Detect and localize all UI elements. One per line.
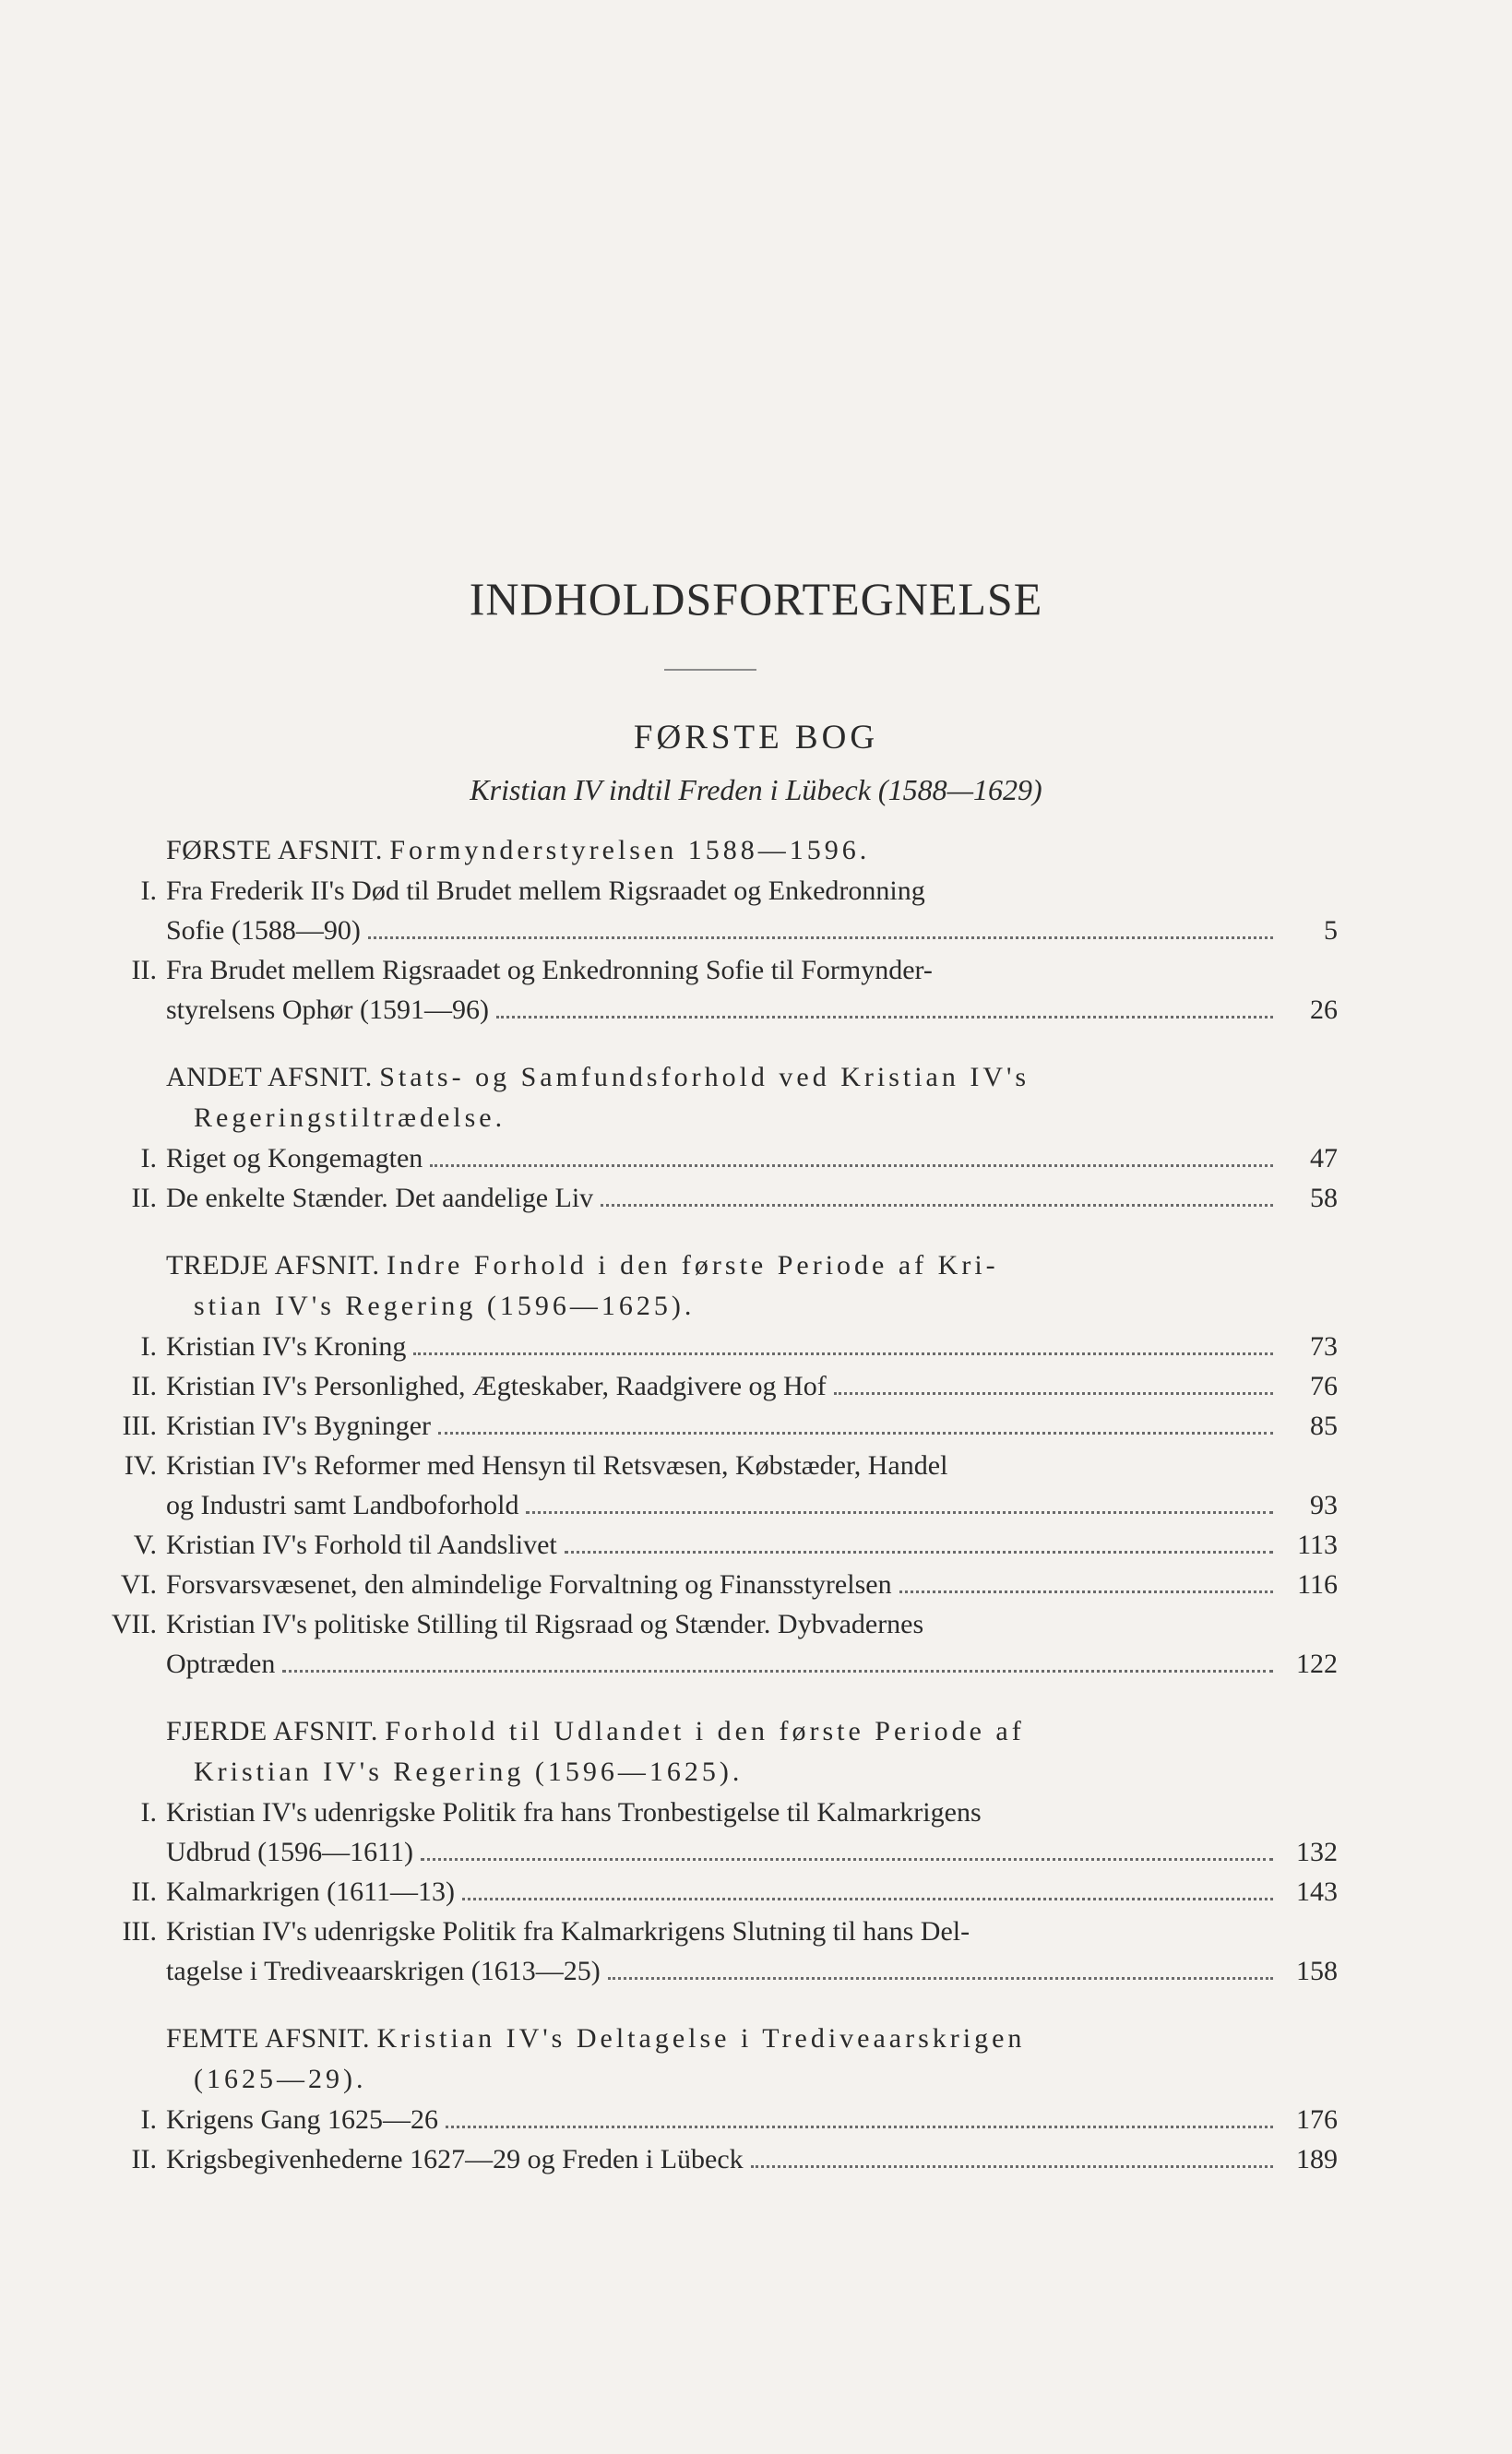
toc-entry [83,1178,1338,1218]
entry-line [166,1793,1338,1832]
toc-entry [83,1366,1338,1406]
chapter-number: I. [140,876,157,906]
toc-entry [83,1604,1338,1684]
dot-leader [608,1977,1273,1980]
page-number: 93 [1310,1490,1338,1520]
chapter-title: Fra Brudet mellem Rigsraadet og Enkedronning Sofie til Formynder- [166,955,933,985]
section-description: Indre Forhold i den første Periode af Kri- [386,1250,999,1281]
section-label: FEMTE AFSNIT. [166,2023,370,2054]
entry-line [166,1565,1338,1604]
dot-leader [526,1511,1273,1514]
entry-line [166,1178,1338,1218]
toc-section [83,1711,1338,1991]
dot-leader [601,1204,1273,1207]
chapter-number: I. [140,1797,157,1828]
section-label: TREDJE AFSNIT. [166,1250,380,1281]
chapter-number: II. [131,1183,157,1213]
page-number: 143 [1296,1876,1338,1907]
dot-leader [834,1392,1273,1395]
entry-line [166,1446,1338,1485]
page-number: 76 [1310,1371,1338,1401]
dot-leader [496,1016,1273,1019]
chapter-title: Udbrud (1596—1611) [166,1837,414,1867]
chapter-number: II. [131,2144,157,2174]
chapter-number: VII. [111,1609,157,1639]
chapter-title: Riget og Kongemagten [166,1143,423,1173]
entry-line [166,1525,1338,1565]
chapter-number: I. [140,2104,157,2135]
toc-entry [83,1525,1338,1565]
dot-leader [368,936,1273,939]
book-title: FØRSTE BOG [633,719,879,756]
entry-line [166,911,1338,950]
chapter-number: II. [131,955,157,985]
section-heading [83,2019,1338,2100]
chapter-number: I. [140,1143,157,1173]
dot-leader [565,1551,1273,1554]
page-title: INDHOLDSFORTEGNELSE [469,573,1043,625]
chapter-title: Kristian IV's Reformer med Hensyn til Retsvæsen, Købstæder, Handel [166,1450,948,1481]
dot-leader [462,1898,1273,1900]
entry-line [166,1604,1338,1644]
toc-entry [83,2139,1338,2179]
dot-leader [438,1432,1273,1435]
chapter-title: Kristian IV's Personlighed, Ægteskaber, Raadgivere og Hof [166,1371,827,1401]
toc-section [83,1057,1338,1218]
entry-line [166,1485,1338,1525]
chapter-number: IV. [124,1450,157,1481]
toc-entry [83,1912,1338,1991]
toc-section [83,2019,1338,2179]
page-number: 47 [1310,1143,1338,1173]
chapter-title: Kristian IV's Bygninger [166,1411,432,1441]
entry-line [166,990,1338,1030]
toc-entry [83,871,1338,950]
page-number: 122 [1296,1649,1338,1679]
page-number: 26 [1310,995,1338,1025]
entry-line [166,1406,1338,1446]
toc-entry [83,950,1338,1030]
table-of-contents [83,830,1338,2207]
page-number: 132 [1296,1837,1338,1867]
chapter-title: Kristian IV's politiske Stilling til Rigsraad og Stænder. Dybvadernes [166,1609,924,1639]
chapter-title: Kristian IV's Kroning [166,1331,407,1362]
entry-line [166,2139,1338,2179]
dot-leader [751,2165,1273,2168]
section-heading [83,1245,1338,1327]
toc-entry [83,1872,1338,1912]
section-description-continued: stian IV's Regering (1596—1625). [194,1291,696,1321]
chapter-number: V. [133,1530,157,1560]
toc-entry [83,1565,1338,1604]
section-description-continued: Kristian IV's Regering (1596—1625). [194,1757,744,1787]
chapter-title: Kalmarkrigen (1611—13) [166,1876,455,1907]
section-description: Formynderstyrelsen 1588—1596. [389,835,871,865]
chapter-title: styrelsens Ophør (1591—96) [166,995,489,1025]
entry-line [166,871,1338,911]
section-heading [83,1057,1338,1138]
toc-entry [83,1327,1338,1366]
entry-line [166,1327,1338,1366]
title-divider [664,669,756,671]
entry-line [166,950,1338,990]
entry-line [166,1138,1338,1178]
dot-leader [446,2126,1273,2128]
section-description-continued: Regeringstiltrædelse. [194,1102,506,1133]
dot-leader [282,1670,1273,1673]
page-number: 85 [1310,1411,1338,1441]
chapter-number: I. [140,1331,157,1362]
page-number: 176 [1296,2104,1338,2135]
toc-entry [83,2100,1338,2139]
entry-line [166,1912,1338,1951]
chapter-number: II. [131,1371,157,1401]
chapter-title: Kristian IV's udenrigske Politik fra hans Tronbestigelse til Kalmarkrigens [166,1797,982,1828]
section-heading [83,1711,1338,1793]
toc-entry [83,1793,1338,1872]
section-heading [83,830,1338,871]
chapter-title: Sofie (1588—90) [166,915,361,946]
book-subtitle: Kristian IV indtil Freden i Lübeck (1588—1629) [470,773,1042,806]
chapter-title: Krigens Gang 1625—26 [166,2104,438,2135]
chapter-title: Kristian IV's udenrigske Politik fra Kalmarkrigens Slutning til hans Del- [166,1916,970,1947]
entry-line [166,1951,1338,1991]
toc-entry [83,1138,1338,1178]
chapter-title: Forsvarsvæsenet, den almindelige Forvaltning og Finansstyrelsen [166,1569,892,1600]
toc-entry [83,1406,1338,1446]
entry-line [166,1644,1338,1684]
chapter-title: Fra Frederik II's Død til Brudet mellem Rigsraadet og Enkedronning [166,876,925,906]
chapter-title: Optræden [166,1649,276,1679]
section-label: ANDET AFSNIT. [166,1062,373,1092]
page-number: 113 [1297,1530,1338,1560]
chapter-number: II. [131,1876,157,1907]
toc-section [83,1245,1338,1684]
toc-section [83,830,1338,1030]
page-number: 5 [1324,915,1338,946]
entry-line [166,2100,1338,2139]
section-description: Kristian IV's Deltagelse i Trediveaarskrigen [376,2023,1026,2054]
page-number: 73 [1310,1331,1338,1362]
entry-line [166,1366,1338,1406]
dot-leader [413,1352,1273,1355]
section-label: FØRSTE AFSNIT. [166,835,383,865]
page-number: 189 [1296,2144,1338,2174]
chapter-number: III. [122,1916,157,1947]
section-description-continued: (1625—29). [194,2064,367,2094]
page-number: 158 [1296,1956,1338,1986]
page-number: 58 [1310,1183,1338,1213]
chapter-title: Krigsbegivenhederne 1627—29 og Freden i Lübeck [166,2144,744,2174]
chapter-number: III. [122,1411,157,1441]
page-number: 116 [1297,1569,1338,1600]
section-label: FJERDE AFSNIT. [166,1716,378,1746]
chapter-title: tagelse i Trediveaarskrigen (1613—25) [166,1956,601,1986]
section-description: Stats- og Samfundsforhold ved Kristian IV's [379,1062,1030,1092]
chapter-title: og Industri samt Landboforhold [166,1490,519,1520]
dot-leader [430,1164,1273,1167]
chapter-title: De enkelte Stænder. Det aandelige Liv [166,1183,594,1213]
dot-leader [421,1858,1273,1861]
section-description: Forhold til Udlandet i den første Periode af [385,1716,1025,1746]
entry-line [166,1872,1338,1912]
toc-entry [83,1446,1338,1525]
chapter-number: VI. [120,1569,157,1600]
entry-line [166,1832,1338,1872]
dot-leader [899,1590,1273,1593]
chapter-title: Kristian IV's Forhold til Aandslivet [166,1530,557,1560]
